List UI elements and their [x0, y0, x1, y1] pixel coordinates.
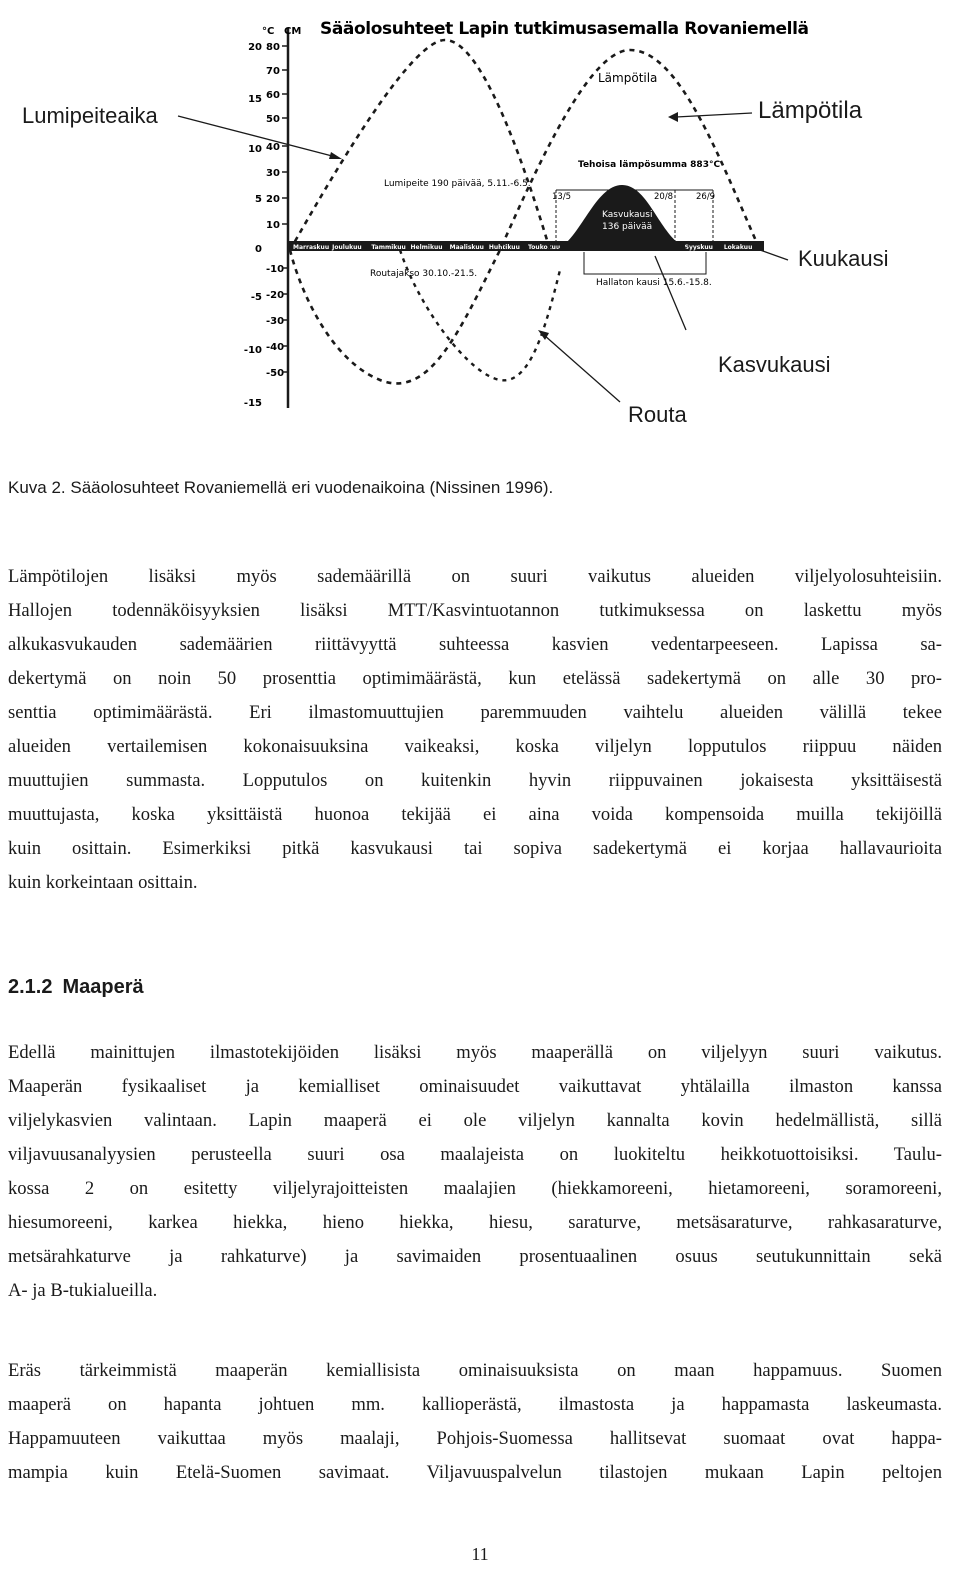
heat-sum-label: Tehoisa lämpösumma 883°C — [578, 160, 721, 170]
text-line: hiesumoreeni, karkea hiekka, hieno hiekka, hiesu, saraturve, metsäsaraturve, rahkasaraturve, — [8, 1212, 942, 1233]
section-heading — [8, 976, 154, 999]
temperature-curve — [290, 50, 760, 383]
figure-title: Sääolosuhteet Lapin tutkimusasemalla Rovaniemellä — [320, 19, 809, 39]
celsius-tick-label: -10 — [243, 345, 262, 356]
cm-tick-label: -40 — [266, 342, 285, 353]
frost-free-label: Hallaton kausi 15.6.-15.8. — [596, 278, 712, 288]
paragraph-climate — [8, 560, 942, 900]
text-line: kuin korkeintaan osittain. — [8, 872, 198, 893]
cm-tick-label: 80 — [266, 42, 280, 53]
cm-tick-label: 20 — [266, 194, 280, 205]
celsius-tick-label: 20 — [248, 42, 262, 53]
text-line: Hallojen todennäköisyyksien lisäksi MTT/Kasvintuotannon tutkimuksessa on laskettu myös — [8, 600, 942, 621]
text-line: alueiden vertailemisen kokonaisuuksina vaikeaksi, koska viljelyn lopputulos riippuu näiden — [8, 736, 942, 757]
month-label: Joulukuu — [332, 244, 362, 251]
text-line: Happamuuteen vaikuttaa myös maalaji, Pohjois-Suomessa hallitsevat suomaat ovat happa- — [8, 1428, 942, 1449]
text-line: metsärahkaturve ja rahkaturve) ja savimaiden prosentuaalinen osuus seutukunnittain sekä — [8, 1246, 942, 1267]
text-line: Lämpötilojen lisäksi myös sademäärillä on suuri vaikutus alueiden viljelyolosuhteisiin. — [8, 566, 942, 587]
text-line: Edellä mainittujen ilmastotekijöiden lisäksi myös maaperällä on viljelyyn suuri vaikutus. — [8, 1042, 942, 1063]
callout-snow-cover-time: Lumipeiteaika — [22, 103, 158, 128]
unit-celsius-label: °C — [262, 26, 275, 37]
section-title: Maaperä — [62, 976, 144, 998]
callout-temperature: Lämpötila — [758, 97, 863, 124]
cm-tick-label: 40 — [266, 142, 280, 153]
cm-tick-label: 30 — [266, 168, 280, 179]
month-label: Maaliskuu — [449, 244, 484, 251]
celsius-tick-label: 5 — [255, 194, 262, 205]
paragraph-acidity — [8, 1354, 942, 1490]
text-line: muuttujasta, koska yksittäistä huonoa tekijää ei aina voida kompensoida muilla tekijöillä — [8, 804, 942, 825]
text-line: maaperä on hapanta johtuen mm. kallioperästä, ilmastosta ja happamasta laskeumasta. — [8, 1394, 942, 1415]
text-line: viljavuusanalyysien perusteella suuri osa maalajeista on luokiteltu heikkotuottoisiksi. Taulu- — [8, 1144, 942, 1165]
month-label: Marraskuu — [293, 244, 330, 251]
section-number: 2.1.2 — [8, 976, 53, 998]
cm-tick-label: 70 — [266, 66, 280, 77]
text-line: kuin osittain. Esimerkiksi pitkä kasvukausi tai sopiva sadekertymä ei korjaa hallavaurioita — [8, 838, 942, 859]
text-line: Maaperän fysikaaliset ja kemialliset ominaisuudet vaikuttavat yhtälailla ilmaston kanssa — [8, 1076, 942, 1097]
text-line: alkukasvukauden sademäärien riittävyyttä suhteessa kasvien vedentarpeeseen. Lapissa sa- — [8, 634, 942, 655]
weather-figure — [0, 0, 960, 440]
text-line: mampia kuin Etelä-Suomen savimaat. Viljavuuspalvelun tilastojen mukaan Lapin peltojen — [8, 1462, 942, 1483]
text-line: Eräs tärkeimmistä maaperän kemiallisista ominaisuuksista on maan happamuus. Suomen — [8, 1360, 942, 1381]
text-line: muuttujien summasta. Lopputulos on kuitenkin hyvin riippuvainen jokaisesta yksittäisestä — [8, 770, 942, 791]
celsius-tick-label: 0 — [255, 244, 262, 255]
cm-tick-label: -10 — [266, 264, 285, 275]
text-line: kossa 2 on esitetty viljelyrajoitteisten maalajien (hiekkamoreeni, hietamoreeni, soramoreeni, — [8, 1178, 942, 1199]
frost-period-label: Routajakso 30.10.-21.5. — [370, 269, 478, 279]
month-label: Huhtikuu — [488, 244, 520, 251]
month-label: Toukokuu — [528, 244, 561, 251]
paragraph-soil — [8, 1036, 942, 1308]
celsius-tick-label: -15 — [243, 398, 262, 409]
callout-month: Kuukausi — [798, 246, 889, 271]
figure-caption: Kuva 2. Sääolosuhteet Rovaniemellä eri vuodenaikoina (Nissinen 1996). — [8, 478, 554, 497]
page-number: 11 — [471, 1544, 489, 1564]
callout-frost: Routa — [628, 402, 687, 427]
snow-cover-label: Lumipeite 190 päivää, 5.11.-6.5. — [384, 179, 531, 189]
cm-tick-label: 10 — [266, 220, 280, 231]
text-line: A- ja B-tukialueilla. — [8, 1280, 158, 1301]
celsius-tick-label: -5 — [250, 292, 262, 303]
cm-tick-label: 50 — [266, 114, 280, 125]
unit-cm-label: CM — [284, 26, 302, 37]
celsius-tick-label: 10 — [248, 144, 262, 155]
celsius-tick-label: 15 — [248, 94, 262, 105]
growing-season-label: Kasvukausi — [602, 210, 653, 220]
cm-tick-label: -30 — [266, 316, 285, 327]
month-label: Helmikuu — [410, 244, 443, 251]
cm-tick-label: -50 — [266, 368, 285, 379]
cm-tick-label: -20 — [266, 290, 285, 301]
text-line: viljelykasvien valintaan. Lapin maaperä ei ole viljelyn kannalta kovin hedelmällistä, sillä — [8, 1110, 942, 1131]
temperature-small-label: Lämpötila — [598, 71, 658, 85]
snow-cover-curve — [290, 40, 550, 250]
date-end-label: 26/9 — [696, 192, 716, 202]
date-mid-label: 20/8 — [654, 192, 674, 202]
cm-tick-label: 60 — [266, 90, 280, 101]
text-line: senttia optimimäärästä. Eri ilmastomuuttujien paremmuuden vaihtelu alueiden välillä tekee — [8, 702, 942, 723]
month-label: Lokakuu — [723, 244, 753, 251]
month-label: Tammikuu — [371, 244, 406, 251]
month-label: Syyskuu — [684, 244, 713, 251]
date-start-label: 13/5 — [552, 192, 572, 202]
text-line: dekertymä on noin 50 prosenttia optimimäärästä, kun etelässä sadekertymä on alle 30 pro- — [8, 668, 942, 689]
growing-season-days: 136 päivää — [602, 222, 653, 232]
callout-growing-season: Kasvukausi — [718, 352, 831, 377]
